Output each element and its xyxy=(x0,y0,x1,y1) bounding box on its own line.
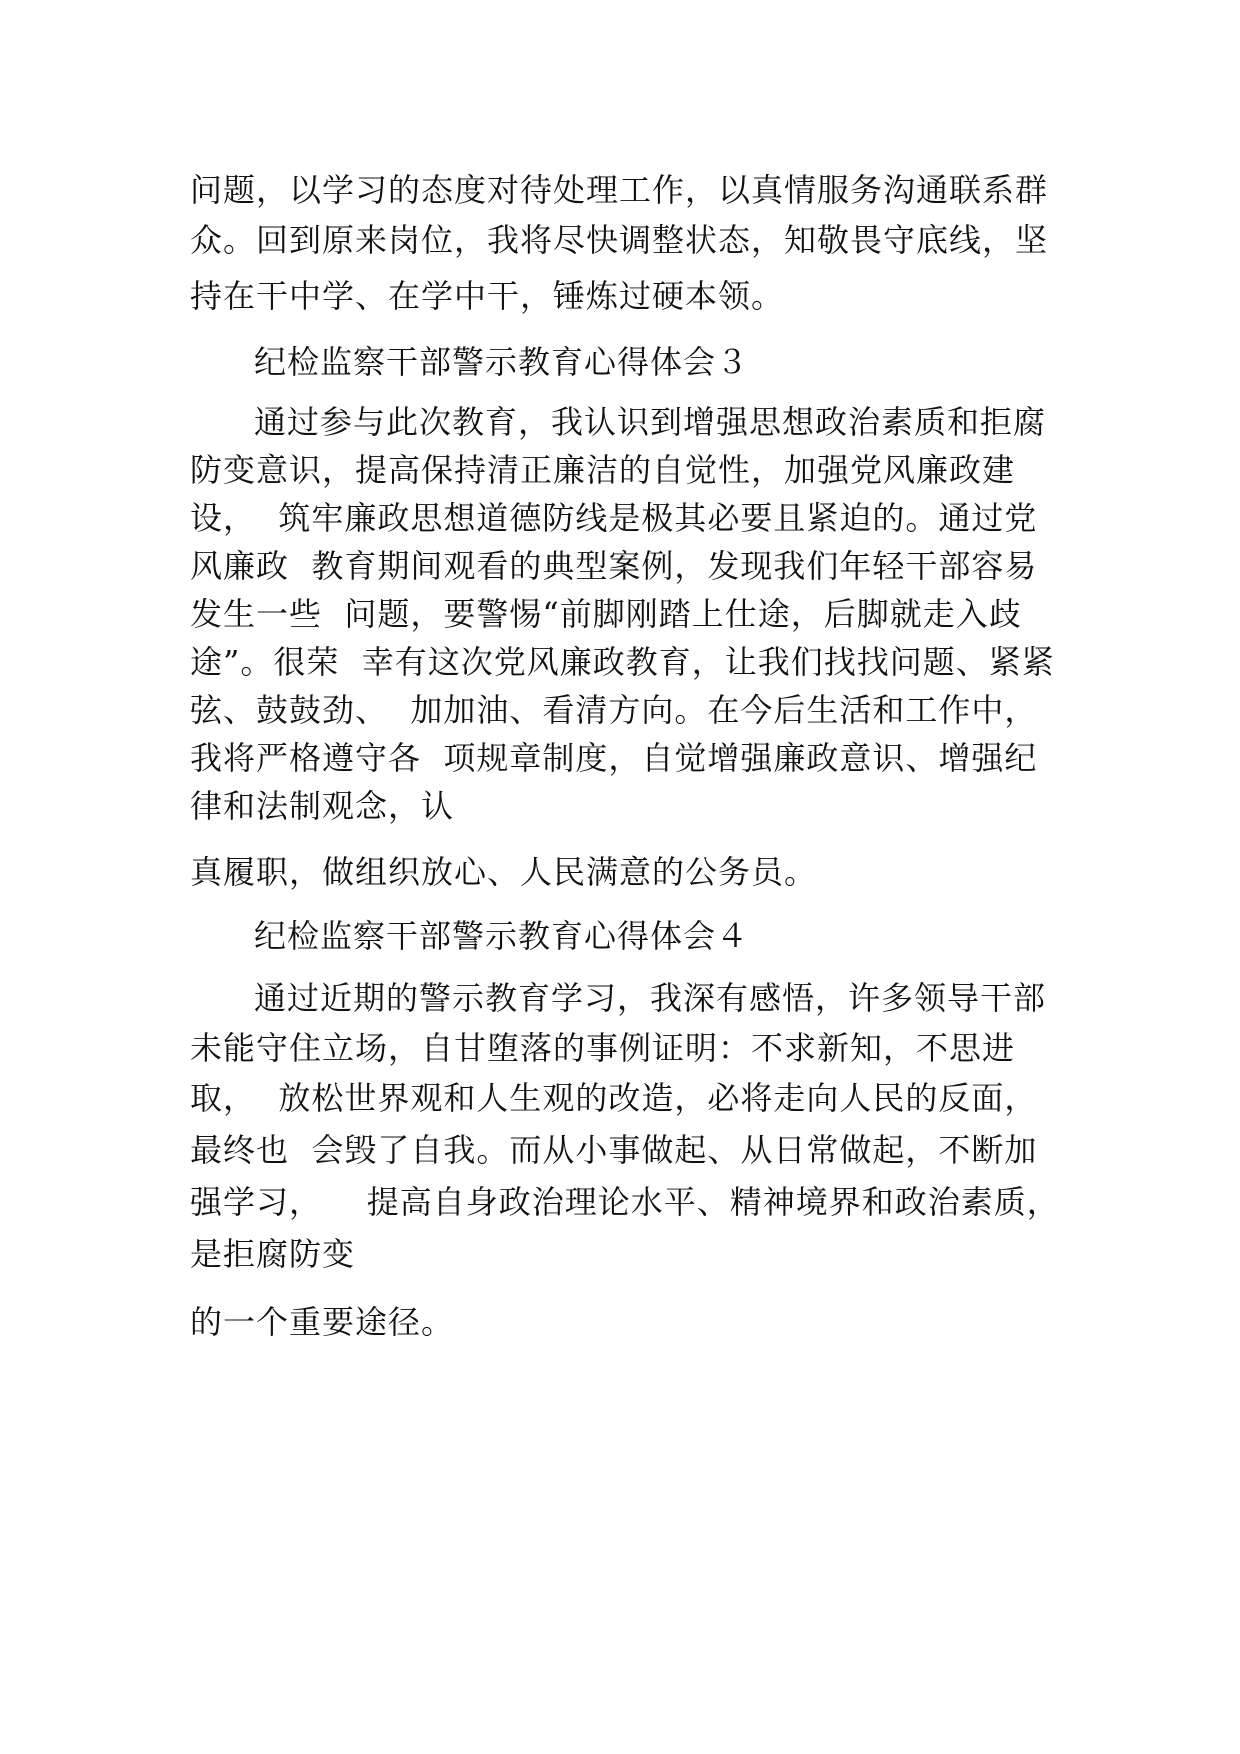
text-line: 最终也 会毁了自我。而从小事做起、从日常做起，不断加 xyxy=(190,1131,1038,1169)
text-line: 持在干中学、在学中干，锤炼过硬本领。 xyxy=(190,277,785,315)
section-heading: 纪检监察干部警示教育心得体会４ xyxy=(254,917,750,955)
text-line: 众。回到原来岗位，我将尽快调整状态，知敬畏守底线，坚 xyxy=(190,221,1049,259)
text-line: 发生一些 问题，要警惕“前脚刚踏上仕途，后脚就走入歧 xyxy=(190,595,1022,633)
text-line: 防变意识，提高保持清正廉洁的自觉性，加强党风廉政建 xyxy=(190,451,1016,489)
text-line: 强学习， 提高自身政治理论水平、精神境界和政治素质， xyxy=(190,1183,1060,1221)
section-heading: 纪检监察干部警示教育心得体会３ xyxy=(254,343,750,381)
text-line: 未能守住立场，自甘堕落的事例证明：不求新知，不思进 xyxy=(190,1029,1016,1067)
text-line: 是拒腐防变 xyxy=(190,1235,356,1273)
text-line: 律和法制观念，认 xyxy=(190,787,455,825)
text-line: 问题，以学习的态度对待处理工作，以真情服务沟通联系群 xyxy=(190,171,1049,209)
text-line: 的一个重要途径。 xyxy=(190,1303,455,1341)
text-line: 通过近期的警示教育学习，我深有感悟，许多领导干部 xyxy=(254,979,1047,1017)
text-line: 弦、鼓鼓劲、 加加油、看清方向。在今后生活和工作中， xyxy=(190,691,1038,729)
text-line: 真履职，做组织放心、人民满意的公务员。 xyxy=(190,853,818,891)
text-line: 取， 放松世界观和人生观的改造，必将走向人民的反面， xyxy=(190,1079,1038,1117)
text-line: 途”。很荣 幸有这次党风廉政教育，让我们找找问题、紧紧 xyxy=(190,643,1055,681)
text-line: 设， 筑牢廉政思想道德防线是极其必要且紧迫的。通过党 xyxy=(190,499,1038,537)
text-line: 风廉政 教育期间观看的典型案例，发现我们年轻干部容易 xyxy=(190,547,1038,585)
text-line: 我将严格遵守各 项规章制度，自觉增强廉政意识、增强纪 xyxy=(190,739,1038,777)
text-line: 通过参与此次教育，我认识到增强思想政治素质和拒腐 xyxy=(254,403,1047,441)
